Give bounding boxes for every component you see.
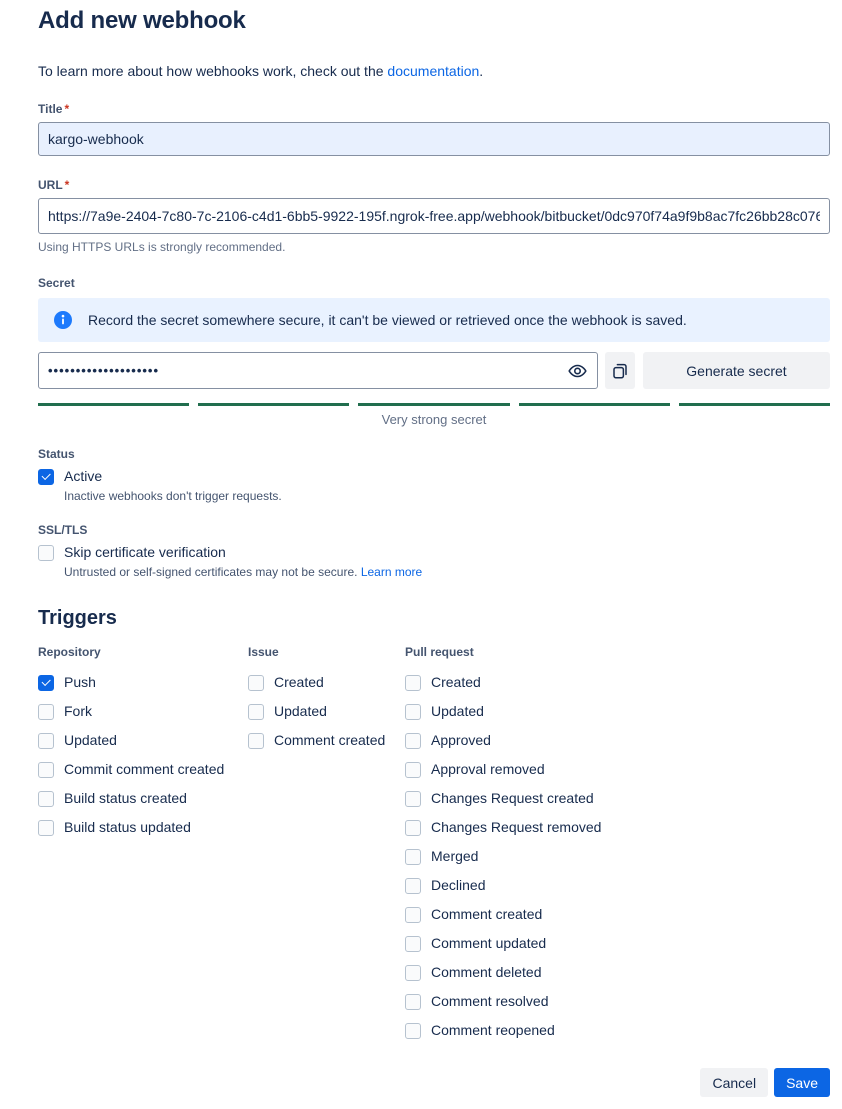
- strength-segment: [358, 403, 509, 406]
- trigger-label: Comment deleted: [431, 964, 542, 980]
- strength-label: Very strong secret: [381, 412, 487, 427]
- trigger-label: Merged: [431, 848, 479, 864]
- checkbox[interactable]: [405, 965, 421, 981]
- ssl-helper: Untrusted or self-signed certificates may not be secure. Learn more: [64, 565, 423, 579]
- trigger-row[interactable]: [405, 790, 830, 807]
- trigger-row[interactable]: [38, 732, 248, 749]
- checkbox[interactable]: [405, 820, 421, 836]
- strength-segment: [198, 403, 349, 406]
- trigger-row[interactable]: [405, 1022, 830, 1039]
- copy-icon: [611, 362, 629, 380]
- trigger-label: Updated: [64, 732, 117, 748]
- trigger-label: Comment updated: [431, 935, 547, 951]
- checkbox[interactable]: [405, 907, 421, 923]
- status-checkbox-label: Active: [64, 468, 103, 484]
- trigger-row[interactable]: [405, 848, 830, 865]
- trigger-row[interactable]: [405, 703, 830, 720]
- trigger-label: Updated: [431, 703, 484, 719]
- status-active-row[interactable]: [38, 468, 830, 485]
- checkbox[interactable]: [38, 733, 54, 749]
- title-input[interactable]: [38, 122, 830, 156]
- copy-secret-button[interactable]: [605, 352, 635, 389]
- trigger-row[interactable]: [248, 732, 405, 749]
- trigger-label: Comment reopened: [431, 1022, 555, 1038]
- secret-label: Secret: [38, 276, 75, 290]
- trigger-label: Changes Request created: [431, 790, 594, 806]
- checkbox[interactable]: [405, 704, 421, 720]
- checkbox[interactable]: [405, 733, 421, 749]
- trigger-row[interactable]: [38, 819, 248, 836]
- trigger-row[interactable]: [405, 819, 830, 836]
- checkbox[interactable]: [405, 1023, 421, 1039]
- checkbox[interactable]: [248, 704, 264, 720]
- trigger-label: Created: [274, 674, 324, 690]
- trigger-row[interactable]: [405, 906, 830, 923]
- info-icon: [54, 311, 72, 329]
- title-label: Title *: [38, 102, 70, 116]
- trigger-row[interactable]: [405, 993, 830, 1010]
- trigger-label: Declined: [431, 877, 486, 893]
- triggers-heading: Triggers: [38, 607, 117, 629]
- trigger-row[interactable]: [38, 703, 248, 720]
- ssl-skip-verification-row[interactable]: [38, 544, 830, 561]
- status-label: Status: [38, 447, 75, 461]
- trigger-label: Comment created: [274, 732, 386, 748]
- trigger-label: Build status created: [64, 790, 187, 806]
- trigger-row[interactable]: [405, 964, 830, 981]
- required-asterisk: *: [64, 102, 70, 116]
- trigger-column-issue: [248, 645, 405, 1051]
- save-button[interactable]: Save: [774, 1068, 830, 1097]
- trigger-column-header: Pull request: [405, 645, 474, 659]
- trigger-row[interactable]: [38, 761, 248, 778]
- status-helper: Inactive webhooks don't trigger requests.: [64, 489, 282, 503]
- trigger-label: Commit comment created: [64, 761, 225, 777]
- trigger-row[interactable]: [405, 674, 830, 691]
- trigger-row[interactable]: [405, 761, 830, 778]
- trigger-label: Approved: [431, 732, 491, 748]
- cancel-button[interactable]: Cancel: [700, 1068, 768, 1097]
- trigger-column-header: Issue: [248, 645, 279, 659]
- checkbox[interactable]: [405, 675, 421, 691]
- trigger-row[interactable]: [405, 935, 830, 952]
- form-footer: [38, 1068, 830, 1097]
- trigger-label: Comment resolved: [431, 993, 549, 1009]
- checkbox[interactable]: [38, 762, 54, 778]
- trigger-row[interactable]: [248, 674, 405, 691]
- eye-icon: [567, 360, 588, 381]
- trigger-grid: [38, 645, 830, 1051]
- trigger-column-pull-request: [405, 645, 830, 1051]
- url-label: URL *: [38, 178, 70, 192]
- checkbox[interactable]: [38, 791, 54, 807]
- trigger-label: Comment created: [431, 906, 543, 922]
- trigger-label: Changes Request removed: [431, 819, 602, 835]
- trigger-label: Approval removed: [431, 761, 545, 777]
- checkbox[interactable]: [405, 936, 421, 952]
- secret-row: [38, 352, 830, 389]
- intro-before: To learn more about how webhooks work, check out the: [38, 63, 388, 79]
- trigger-label: Push: [64, 674, 96, 690]
- checkbox[interactable]: [38, 469, 54, 485]
- trigger-row[interactable]: [405, 877, 830, 894]
- strength-segment: [679, 403, 830, 406]
- trigger-row[interactable]: [248, 703, 405, 720]
- checkbox[interactable]: [38, 820, 54, 836]
- generate-secret-button[interactable]: Generate secret: [643, 352, 830, 389]
- documentation-link[interactable]: documentation: [387, 63, 480, 79]
- secret-info-text: Record the secret somewhere secure, it can't be viewed or retrieved once the webhook is saved.: [88, 312, 687, 328]
- ssl-checkbox-label: Skip certificate verification: [64, 544, 226, 560]
- checkbox[interactable]: [38, 704, 54, 720]
- url-helper: Using HTTPS URLs is strongly recommended.: [38, 240, 286, 254]
- secret-field-wrap: [38, 352, 598, 389]
- secret-info-banner: [38, 298, 830, 342]
- learn-more-link[interactable]: Learn more: [360, 565, 423, 579]
- trigger-row[interactable]: [38, 790, 248, 807]
- trigger-column-header: Repository: [38, 645, 101, 659]
- checkbox[interactable]: [405, 994, 421, 1010]
- checkbox[interactable]: [405, 791, 421, 807]
- checkbox[interactable]: [248, 733, 264, 749]
- trigger-row[interactable]: [405, 732, 830, 749]
- page-title: Add new webhook: [38, 7, 246, 34]
- url-input[interactable]: [38, 198, 830, 234]
- checkbox[interactable]: [405, 849, 421, 865]
- checkbox[interactable]: [38, 545, 54, 561]
- trigger-label: Build status updated: [64, 819, 191, 835]
- ssl-label: SSL/TLS: [38, 523, 88, 537]
- trigger-label: Created: [431, 674, 481, 690]
- checkbox[interactable]: [248, 675, 264, 691]
- trigger-label: Updated: [274, 703, 327, 719]
- intro-text: [38, 63, 830, 80]
- strength-segment: [38, 403, 189, 406]
- required-asterisk: *: [64, 178, 70, 192]
- show-secret-button[interactable]: [565, 358, 590, 383]
- trigger-column-repository: [38, 645, 248, 1051]
- strength-segment: [519, 403, 670, 406]
- secret-input[interactable]: [38, 352, 598, 389]
- strength-meter: [38, 403, 830, 406]
- trigger-label: Fork: [64, 703, 92, 719]
- intro-after: .: [479, 63, 484, 79]
- checkbox[interactable]: [38, 675, 54, 691]
- trigger-row[interactable]: [38, 674, 248, 691]
- checkbox[interactable]: [405, 878, 421, 894]
- checkbox[interactable]: [405, 762, 421, 778]
